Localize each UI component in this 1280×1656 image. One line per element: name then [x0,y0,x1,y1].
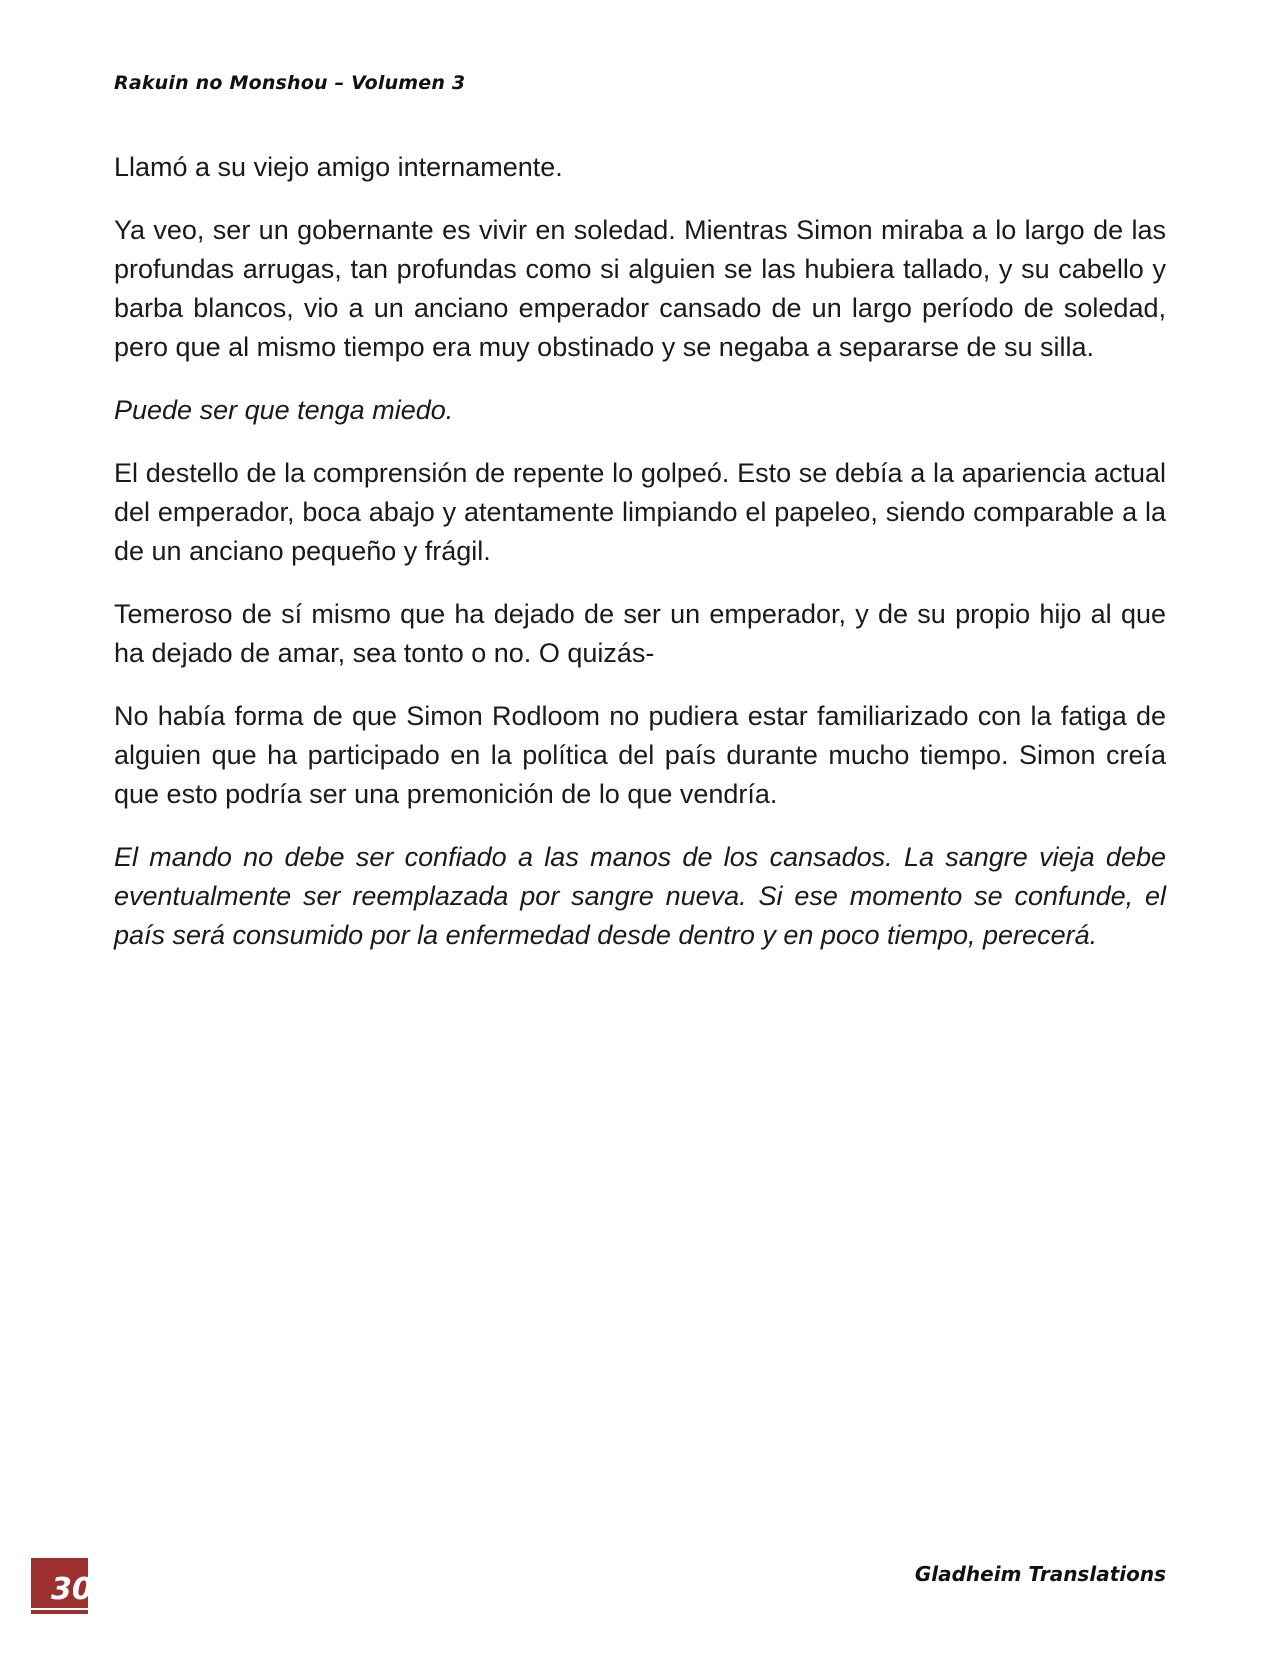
page-body [114,148,1166,979]
paragraph-2: Ya veo, ser un gobernante es vivir en soledad. Mientras Simon miraba a lo largo de las profundas arrugas, tan profundas como si alguien se las hubiera tallado, y su cabello y barba blancos, vio a un anciano emperador cansado de un largo período de soledad, pero que al mismo tiempo era muy obstinado y se negaba a separarse de su silla. [114,215,1166,362]
paragraph-6: No había forma de que Simon Rodloom no pudiera estar familiarizado con la fatiga de alguien que ha participado en la política del país durante mucho tiempo. Simon creía que esto podría ser una premonición de lo que vendría. [114,701,1166,809]
page-number: 30 [51,1572,93,1607]
page-number-underline [31,1608,88,1610]
paragraph-4: El destello de la comprensión de repente lo golpeó. Esto se debía a la apariencia actual del emperador, boca abajo y atentamente limpiando el papeleo, siendo comparable a la de un anciano pequeño y frágil. [114,458,1166,566]
paragraph-5: Temeroso de sí mismo que ha dejado de ser un emperador, y de su propio hijo al que ha dejado de amar, sea tonto o no. O quizás- [114,599,1166,668]
paragraph-7: El mando no debe ser confiado a las manos de los cansados. La sangre vieja debe eventualmente ser reemplazada por sangre nueva. Si ese momento se confunde, el país será consumido por la enfermedad desde dentro y en poco tiempo, perecerá. [114,842,1166,950]
paragraph-3: Puede ser que tenga miedo. [114,395,454,425]
paragraph-1: Llamó a su viejo amigo internamente. [114,152,563,182]
footer-credit: Gladheim Translations [914,1562,1166,1586]
running-header: Rakuin no Monshou – Volumen 3 [114,72,466,94]
page-number-badge [31,1558,93,1614]
